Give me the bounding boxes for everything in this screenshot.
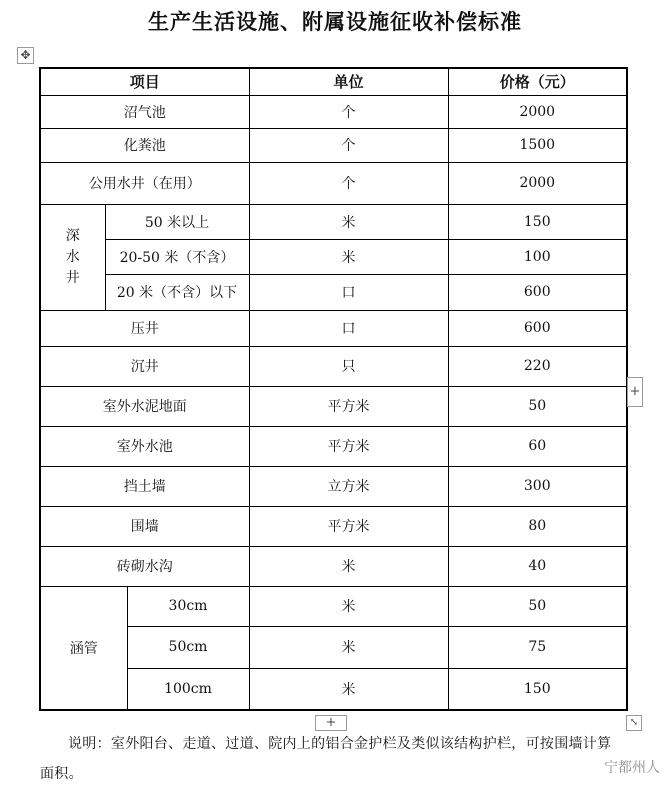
row-item: 30cm <box>127 586 249 626</box>
compensation-table <box>39 67 628 711</box>
row-price: 600 <box>448 274 627 310</box>
table-row <box>40 310 627 346</box>
row-unit: 米 <box>249 239 448 274</box>
row-price: 80 <box>448 506 627 546</box>
row-price: 600 <box>448 310 627 346</box>
table-row <box>40 95 627 128</box>
add-row-plus-icon[interactable]: + <box>315 715 347 731</box>
note-paragraph: 说明：室外阳台、走道、过道、院内上的铝合金护栏及类似该结构护栏，可按围墙计算面积。 <box>40 736 612 782</box>
row-item: 化粪池 <box>40 128 249 162</box>
row-item: 50 米以上 <box>105 204 249 239</box>
table-row <box>40 386 627 426</box>
group-char: 深 <box>65 227 80 244</box>
row-item: 公用水井（在用） <box>40 162 249 204</box>
row-price: 50 <box>448 586 627 626</box>
row-price: 40 <box>448 546 627 586</box>
add-column-plus-icon[interactable]: + <box>627 377 643 407</box>
row-unit: 平方米 <box>249 506 448 546</box>
resize-icon[interactable]: ⤡ <box>626 715 642 731</box>
row-price: 2000 <box>448 162 627 204</box>
row-item: 100cm <box>127 668 249 710</box>
row-unit: 平方米 <box>249 386 448 426</box>
row-item: 室外水泥地面 <box>40 386 249 426</box>
table-row <box>40 346 627 386</box>
row-price: 100 <box>448 239 627 274</box>
group-char: 水 <box>65 248 80 265</box>
table-row <box>40 506 627 546</box>
deep-well-group-label <box>40 204 105 310</box>
row-unit: 只 <box>249 346 448 386</box>
move-icon[interactable]: ✥ <box>17 47 34 64</box>
row-price: 50 <box>448 386 627 426</box>
row-price: 1500 <box>448 128 627 162</box>
row-item: 围墙 <box>40 506 249 546</box>
row-item: 压井 <box>40 310 249 346</box>
row-price: 150 <box>448 668 627 710</box>
row-price: 300 <box>448 466 627 506</box>
row-item: 20 米（不含）以下 <box>105 274 249 310</box>
row-unit: 米 <box>249 204 448 239</box>
row-unit: 个 <box>249 162 448 204</box>
table-row <box>40 162 627 204</box>
table-row <box>40 239 627 274</box>
row-item: 砖砌水沟 <box>40 546 249 586</box>
row-unit: 米 <box>249 626 448 668</box>
row-price: 220 <box>448 346 627 386</box>
row-unit: 口 <box>249 310 448 346</box>
row-unit: 平方米 <box>249 426 448 466</box>
table-header-row <box>40 68 627 95</box>
row-unit: 米 <box>249 668 448 710</box>
row-item: 50cm <box>127 626 249 668</box>
table-row <box>40 668 627 710</box>
row-item: 沉井 <box>40 346 249 386</box>
culvert-group-label: 涵管 <box>40 586 127 710</box>
row-item: 挡土墙 <box>40 466 249 506</box>
page-title: 生产生活设施、附属设施征收补偿标准 <box>148 10 522 34</box>
row-unit: 个 <box>249 128 448 162</box>
row-item: 沼气池 <box>40 95 249 128</box>
row-unit: 口 <box>249 274 448 310</box>
table-row <box>40 426 627 466</box>
row-price: 150 <box>448 204 627 239</box>
table-row <box>40 466 627 506</box>
row-unit: 米 <box>249 586 448 626</box>
row-price: 2000 <box>448 95 627 128</box>
table-row <box>40 546 627 586</box>
row-unit: 个 <box>249 95 448 128</box>
row-item: 室外水池 <box>40 426 249 466</box>
header-price: 价格（元） <box>448 68 627 95</box>
table-row <box>40 586 627 626</box>
header-unit: 单位 <box>249 68 448 95</box>
header-item: 项目 <box>40 68 249 95</box>
group-char: 井 <box>65 269 80 286</box>
row-price: 60 <box>448 426 627 466</box>
watermark: 宁都州人 <box>602 757 662 777</box>
table-row <box>40 204 627 239</box>
table-row <box>40 274 627 310</box>
row-unit: 米 <box>249 546 448 586</box>
row-price: 75 <box>448 626 627 668</box>
table-row <box>40 128 627 162</box>
row-item: 20-50 米（不含） <box>105 239 249 274</box>
table-row <box>40 626 627 668</box>
row-unit: 立方米 <box>249 466 448 506</box>
